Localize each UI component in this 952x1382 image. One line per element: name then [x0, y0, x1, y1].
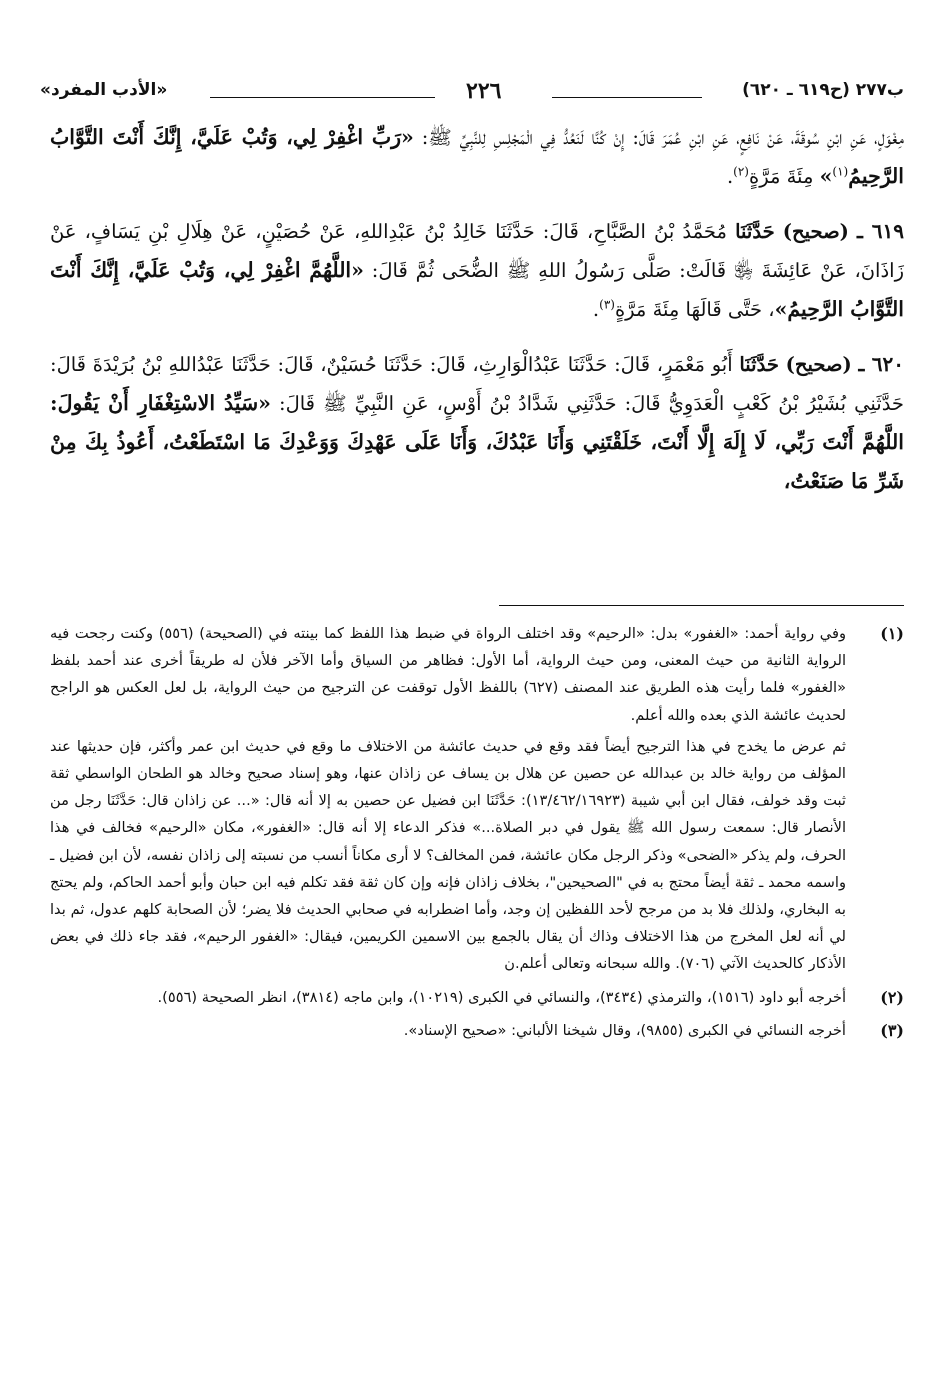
hadith-620	[50, 345, 904, 501]
isnad-text: مِغْوَلٍ، عَنِ ابْنِ سُوقَةَ، عَنْ نَافِعٍ، عَنِ ابْنِ عُمَرَ قَالَ: إِنْ كُنَّا لَنَعُدُّ فِي الْمَجْلِسِ لِلنَّبِيِّ ﷺ:	[421, 126, 904, 149]
main-text	[50, 118, 904, 517]
tail-text: ، حَتَّى قَالَهَا مِئَةَ مَرَّةٍ	[614, 298, 775, 321]
matn-close: »	[819, 164, 833, 188]
continued-hadith-paragraph	[50, 118, 904, 196]
footnote-1	[50, 620, 904, 978]
footnote-paragraph: أخرجه أبو داود (١٥١٦)، والترمذي (٣٤٣٤)، والنسائي في الكبرى (١٠٢١٩)، وابن ماجه (٣٨١٤)، انظر الصحيحة (٥٥٦).	[157, 988, 846, 1006]
tail-end: .	[592, 298, 600, 321]
footnote-paragraph: أخرجه النسائي في الكبرى (٩٨٥٥)، وقال شيخنا الألباني: «صحيح الإسناد».	[403, 1021, 846, 1039]
haddathana-word: حَدَّثَنَا	[735, 220, 775, 243]
header-rule-left	[210, 97, 435, 98]
footnote-paragraph: وفي رواية أحمد: «الغفور» بدل: «الرحيم» وقد اختلف الرواة في ضبط هذا اللفظ كما بينته في (الصحيحة) (٥٥٦) وكنت رجحت فيه الرواية الثانية من حيث المعنى، ومن حيث الرواية، أما الأول: فظاهر من السياق وأما الآخر فلأن له طريقاً أخرى عند أحمد بلفظ «الغفور» فلما رأيت هذه الطريق عند المصنف (٦٢٧) باللفظ الأول توقفت عن الترجيح من حيث الرواية، بل لعل العكس هو الراجح لحديث عائشة الذي بعده والله أعلم.	[50, 625, 846, 724]
book-title: «الأدب المفرد»	[40, 80, 168, 100]
footnote-number: (١)	[880, 624, 904, 643]
matn-text: «رَبِّ اغْفِرْ لِي، وَتُبْ عَلَيَّ، إِنَّكَ أَنْتَ التَّوَّابُ الرَّحِيمُ	[50, 125, 904, 188]
hadith-grade: (صحيح)	[782, 220, 849, 243]
isnad-text: مُحَمَّدُ بْنُ الصَّبَّاحِ، قَالَ: حَدَّثَنَا خَالِدُ بْنُ عَبْدِاللهِ، عَنْ حُصَيْنٍ، عَنْ هِلَالِ بْنِ يَسَافٍ، عَنْ زَاذَانَ، عَنْ عَائِشَةَ ﵂ قَالَتْ: صَلَّى رَسُولُ اللهِ ﷺ الضُّحَى ثُمَّ قَالَ:	[50, 220, 904, 282]
footnote-3	[50, 1017, 904, 1044]
footnote-ref-3[interactable]: (٣)	[599, 297, 615, 312]
running-header	[40, 78, 904, 112]
header-rule-right	[552, 97, 702, 98]
matn-text: «سَيِّدُ الاسْتِغْفَارِ أَنْ يَقُولَ: اللَّهُمَّ أَنْتَ رَبِّي، لَا إِلَهَ إِلَّا أَنْتَ، خَلَقْتَنِي وَأَنَا عَبْدُكَ، وَأَنَا عَلَى عَهْدِكَ وَوَعْدِكَ مَا اسْتَطَعْتُ، أَعُوذُ بِكَ مِنْ شَرِّ مَا صَنَعْتُ،	[50, 391, 904, 493]
hadith-number: ٦٢٠ ـ	[858, 352, 905, 376]
haddathana-word: حَدَّثَنَا	[739, 353, 779, 376]
footnote-2	[50, 984, 904, 1011]
footnote-separator	[499, 605, 904, 606]
footnote-ref-2[interactable]: (٢)	[733, 164, 749, 179]
section-label: ب٢٧٧ (ح٦١٩ ـ ٦٢٠)	[742, 80, 904, 100]
hadith-619	[50, 212, 904, 329]
footnote-ref-1[interactable]: (١)	[832, 164, 849, 179]
page-number: ٢٢٦	[466, 78, 502, 104]
footnote-number: (٢)	[880, 987, 904, 1007]
isnad-text: أَبُو مَعْمَرٍ، قَالَ: حَدَّثَنَا عَبْدُالْوَارِثِ، قَالَ: حَدَّثَنَا حُسَيْنٌ، قَالَ: حَدَّثَنَا عَبْدُاللهِ بْنُ بُرَيْدَةَ قَالَ: حَدَّثَنِي بُشَيْرُ بْنُ كَعْبٍ الْعَدَوِيُّ قَالَ: حَدَّثَنِي شَدَّادُ بْنُ أَوْسٍ، عَنِ النَّبِيِّ ﷺ قَالَ:	[50, 353, 904, 415]
tail-end: .	[726, 165, 734, 188]
footnotes	[50, 620, 904, 1050]
hadith-number: ٦١٩ ـ	[857, 219, 905, 243]
matn-text: «اللَّهُمَّ اغْفِرْ لِي، وَتُبْ عَلَيَّ، إِنَّكَ أَنْتَ التَّوَّابُ الرَّحِيمُ»	[50, 258, 904, 321]
tail-text: مِئَةَ مَرَّةٍ	[748, 165, 820, 188]
footnote-number: (٣)	[880, 1020, 904, 1040]
hadith-grade: (صحيح)	[785, 353, 852, 376]
footnote-paragraph: ثم عرض ما يخدج في هذا الترجيح أيضاً فقد وقع في حديث عائشة من الاختلاف ما وقع في حديث ابن عمر وأكثر، فإن حديثها عند المؤلف من رواية خالد بن عبدالله عن حصين عن هلال بن يساف عن زاذان عنها، وهو إسناد صحيح وخالد هو الطحان الواسطي ثقة ثبت وقد خولف، فقال ابن أبي شيبة (١٣/٤٦٢/١٦٩٢٣): حَدَّثَنَا ابن فضيل عن حصين به إلا أنه قال: «... عن زاذان قال: حَدَّثَنَا رجل من الأنصار قال: سمعت رسول الله ﷺ يقول في دبر الصلاة...» فذكر الدعاء إلا أنه قال: «الغفور»، مكان «الرحيم» فخالف في هذا الحرف، ولم يذكر «الضحى» وذكر الرجل مكان عائشة، فمن المخالف؟ لا أرى مكاناً أنسب من نسبته إلى زاذان نفسه، لأن ابن فضيل ـ واسمه محمد ـ ثقة أيضاً محتج به في "الصحيحين"، بخلاف زاذان فإنه وإن كان ثقة فقد تكلم فيه ابن حبان وأبو أحمد الحاكم، ولم يحتج به البخاري، ولذلك فلا بد من مرجح لأحد اللفظين إن وجد، وأما اضطرابه في صحابي الحديث فلا يضر؛ لأن الصحابة كلهم عدول، ثم بدا لي أنه لعل المخرج من هذا الاختلاف وذاك أن يقال بالجمع بين الاسمين الكريمين، فيقال: «الغفور الرحيم»، فقد جاء ذلك في بعض الأذكار كالحديث الآتي (٧٠٦). والله سبحانه وتعالى أعلم.ن	[50, 737, 846, 973]
